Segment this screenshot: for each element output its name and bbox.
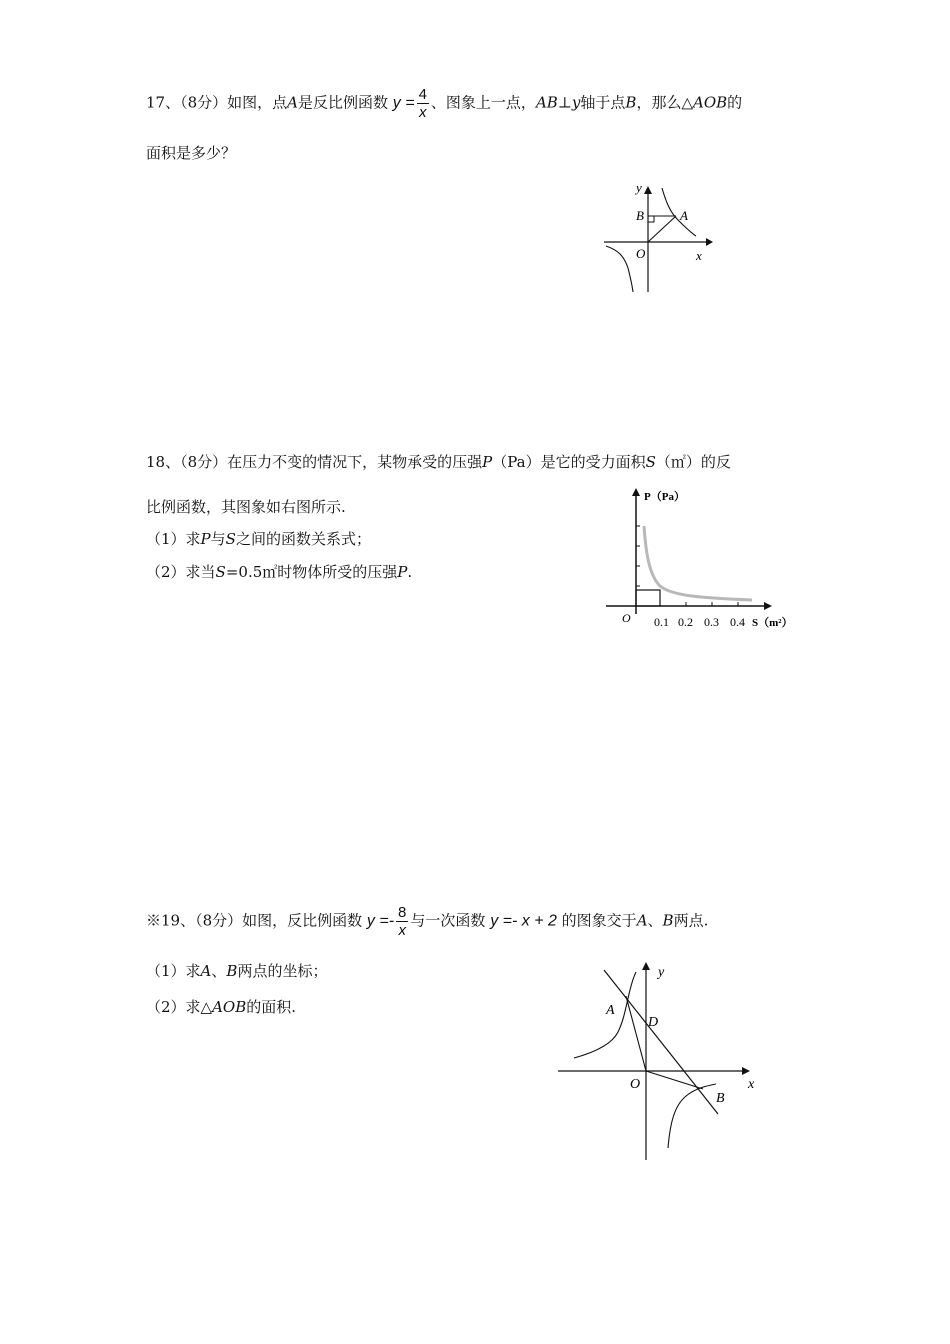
q18-line2: 比例函数，其图象如右图所示. [146, 498, 346, 516]
q17-y-var: y [571, 93, 581, 112]
q18-sub1-s: S [225, 530, 236, 548]
q19-sub1-A: A [200, 962, 212, 980]
q17-text-mid2: 、图象上一点， [430, 93, 536, 112]
q19-figure [556, 956, 766, 1164]
q18-x-tick-label: 0.4 [730, 615, 745, 629]
q17-b-label: B [636, 208, 644, 223]
q17-point-b: B [625, 93, 637, 112]
q17-a-label: A [680, 208, 688, 223]
q17-line1 [146, 86, 742, 121]
q17-text-mid4: ，那么△ [636, 93, 693, 112]
q18-text-mid1: 是它的受力面积 [540, 453, 646, 471]
q19-sub2-aob: AOB [212, 998, 247, 1016]
q18-sub1 [146, 529, 371, 549]
q18-figure [602, 484, 808, 634]
q19-y-eq2: y =- x + 2 [490, 912, 557, 930]
q19-sub2-a: （2）求△ [146, 998, 213, 1016]
q17-x-label: x [696, 248, 702, 263]
q17-point-a: A [287, 93, 298, 112]
q19-x-arrow [742, 1067, 750, 1075]
q19-frac-num: 8 [398, 904, 407, 921]
q18-text-prefix: 18、（8分）在压力不变的情况下，某物承受的压强 [146, 453, 483, 471]
q18-sub2-s: S [215, 563, 226, 581]
q18-p-var: P [482, 453, 493, 471]
q17-figure [596, 180, 720, 296]
q19-frac-den: x [398, 922, 406, 939]
q18-sub1-b: 与 [210, 530, 226, 548]
q17-text-end1: 的 [727, 93, 743, 112]
q17-text-prefix: 17、（8分）如图，点 [146, 93, 288, 112]
q17-x-arrow [706, 238, 713, 246]
q19-sub1-sep: 、 [211, 962, 227, 980]
q19-line-linear [604, 970, 718, 1114]
q19-sub1-B: B [226, 962, 238, 980]
q19-text-mid2: 的图象交于 [561, 911, 637, 930]
q19-sub1 [146, 961, 327, 981]
q19-sub1-c: 两点的坐标； [237, 962, 328, 980]
q18-y-arrow [632, 488, 640, 496]
q17-segment-oa [648, 216, 676, 242]
q18-curve [644, 526, 752, 600]
q18-m2-unit: （㎡） [655, 453, 701, 471]
q19-text-end1: 两点. [673, 911, 709, 930]
q18-sub1-c: 之间的函数关系式； [235, 530, 371, 548]
q18-sub2-b: =0.5㎡时物体所受的压强 [225, 563, 398, 581]
q19-segment-ob [646, 1071, 703, 1089]
q19-a-label: A [606, 1003, 615, 1018]
q19-point-b: B [662, 911, 674, 930]
q19-line1 [146, 904, 708, 939]
q19-fraction [396, 904, 408, 939]
q18-sub2-a: （2）求当 [146, 563, 216, 581]
q18-x-tick-label: 0.1 [654, 615, 669, 629]
q17-text-mid1: 是反比例函数 [297, 93, 388, 112]
q18-o-label: O [622, 611, 631, 625]
q18-line1 [146, 452, 731, 472]
q18-sub2 [146, 562, 412, 582]
q19-x-label: x [748, 1077, 755, 1092]
q19-sub1-a: （1）求 [146, 962, 201, 980]
q19-text-mid1: 与一次函数 [410, 911, 486, 930]
q18-sub1-p: P [200, 530, 211, 548]
q18-text-end1: 的反 [700, 453, 731, 471]
q19-y-eq1: y =- [366, 912, 395, 930]
q18-area-rect [636, 590, 660, 606]
q17-ab-perp: AB⊥ [535, 93, 572, 112]
q17-right-angle [648, 216, 654, 222]
q19-sub2-c: 的面积. [246, 998, 297, 1016]
q18-s-var: S [645, 453, 656, 471]
q18-x-arrow [764, 602, 772, 610]
q17-o-label: O [636, 246, 646, 261]
q17-curve-q1 [662, 188, 696, 236]
q19-sub2 [146, 997, 296, 1017]
q17-frac-num: 4 [418, 86, 427, 103]
q18-x-label: S（m²） [752, 617, 793, 629]
q19-point-a: A [636, 911, 648, 930]
q19-d-label: D [648, 1015, 659, 1030]
q19-text-prefix: ※19、（8分）如图，反比例函数 [146, 911, 363, 930]
q19-segment-oa [626, 996, 646, 1071]
q18-sub2-p: P [397, 563, 408, 581]
q18-sub1-a: （1）求 [146, 530, 201, 548]
q17-y-eq: y = [392, 94, 415, 112]
q18-x-tick-label: 0.2 [678, 615, 693, 629]
q17-text-mid3: 轴于点 [580, 93, 626, 112]
q17-y-label: y [636, 180, 642, 195]
q18-y-label: P（Pa） [644, 491, 685, 503]
q19-o-label: O [630, 1077, 641, 1092]
q17-line2: 面积是多少？ [146, 144, 237, 162]
q19-curve-q2 [574, 972, 636, 1058]
q19-y-arrow [642, 962, 650, 970]
q18-x-tick-label: 0.3 [704, 615, 719, 629]
q17-fraction [417, 86, 429, 121]
q18-pa-unit: （Pa） [492, 453, 541, 471]
q18-sub2-end: . [407, 563, 413, 581]
q19-b-label: B [716, 1091, 725, 1106]
q19-sep: 、 [647, 911, 663, 930]
q19-curve-q4 [668, 1084, 716, 1148]
q17-curve-q3 [606, 246, 633, 292]
q17-aob: AOB [692, 93, 728, 112]
q17-frac-den: x [419, 104, 427, 121]
q17-y-arrow [644, 186, 652, 194]
q19-y-label: y [658, 965, 665, 980]
